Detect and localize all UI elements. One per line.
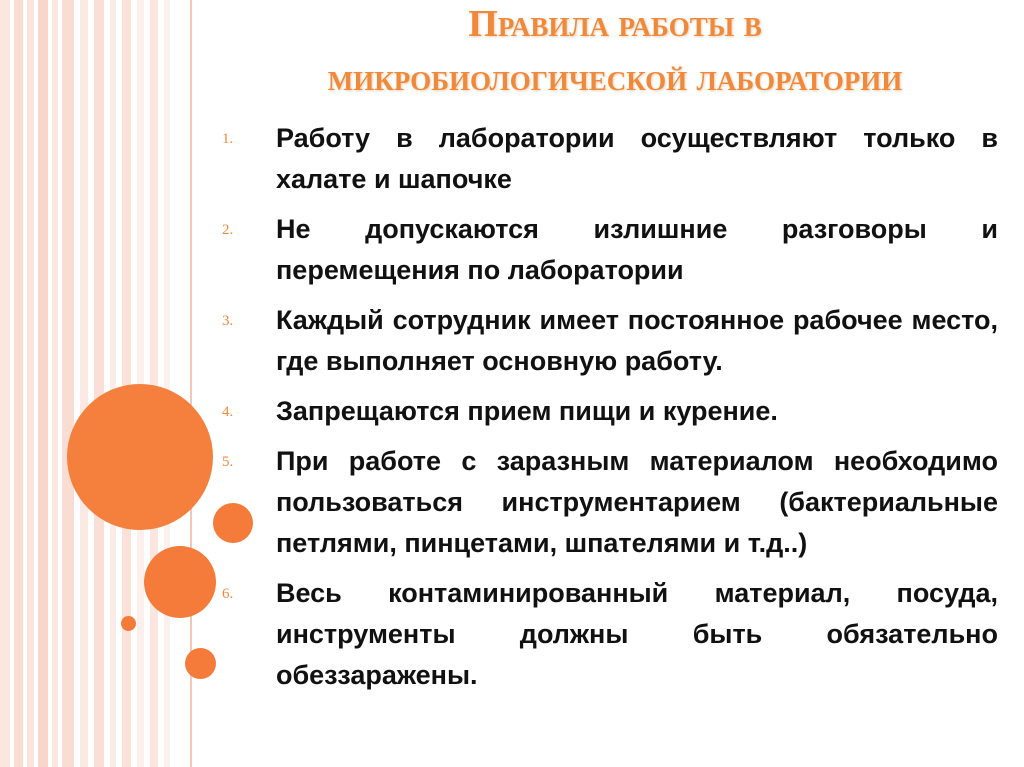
title-line-2: микробиологической лаборатории <box>327 57 903 99</box>
decorative-circle-medium <box>144 546 216 618</box>
list-item <box>222 300 998 382</box>
list-item <box>222 441 998 564</box>
item-text: При работе с заразным материалом необходимо пользоваться инструментарием (бактериальные петлями, пинцетами, шпателями и т.д..) <box>276 446 998 558</box>
item-number: 2. <box>222 222 234 238</box>
slide-title <box>210 0 1020 100</box>
list-item <box>222 391 998 432</box>
list-item <box>222 573 998 696</box>
list-item <box>222 209 998 291</box>
decorative-circle-large <box>67 384 213 530</box>
item-number: 3. <box>222 313 234 329</box>
item-number: 1. <box>222 131 234 147</box>
decorative-circle-small <box>185 648 216 679</box>
item-text: Работу в лаборатории осуществляют только в халате и шапочке <box>276 123 998 194</box>
item-number: 5. <box>222 454 234 470</box>
item-number: 6. <box>222 586 234 602</box>
item-text: Запрещаются прием пищи и курение. <box>276 396 778 426</box>
decorative-circle-tiny <box>121 616 136 631</box>
decorative-stripes <box>0 0 200 767</box>
item-text: Каждый сотрудник имеет постоянное рабочее место, где выполняет основную работу. <box>276 305 998 376</box>
title-line-1: Правила работы в <box>468 3 762 45</box>
item-text: Не допускаются излишние разговоры и перемещения по лаборатории <box>276 214 998 285</box>
item-text: Весь контаминированный материал, посуда, инструменты должны быть обязательно обеззаражены. <box>276 578 998 690</box>
list-item <box>222 118 998 200</box>
rules-list <box>222 118 998 705</box>
item-number: 4. <box>222 404 234 420</box>
